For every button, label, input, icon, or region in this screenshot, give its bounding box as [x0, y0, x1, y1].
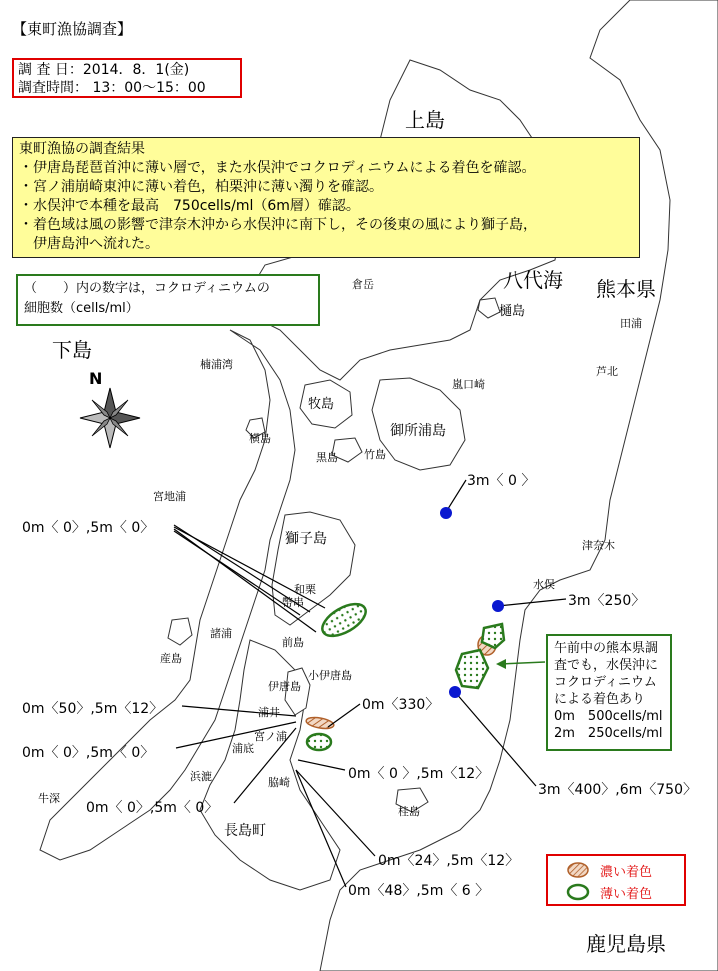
survey-time: 調査時間： 13：00～15：00	[18, 80, 206, 96]
kumamoto-note-line: 午前中の熊本県調	[554, 641, 659, 656]
light-patch	[482, 624, 504, 648]
kumamoto-note-line: 査でも，水俣沖に	[554, 658, 659, 673]
place-wakizaki: 脇崎	[268, 776, 290, 789]
obs-label: 0m〈 0〉,5m〈 0〉	[86, 800, 219, 816]
region-kagoshima: 鹿児島県	[586, 932, 666, 956]
region-yatsushiro-sea: 八代海	[503, 268, 563, 292]
legend-light-label: 薄い着色	[600, 887, 653, 902]
legend-swatches	[562, 858, 602, 906]
station-dot	[440, 507, 452, 519]
kumamoto-note-line: による着色あり	[554, 692, 646, 707]
results-line: ・宮ノ浦崩崎東沖に薄い着色，柏栗沖に薄い濁りを確認。	[19, 179, 383, 195]
kumamoto-survey-note	[546, 634, 672, 751]
place-hamano: 浜漉	[190, 770, 212, 783]
place-miyajiura: 宮地浦	[153, 490, 186, 503]
page-title: 【東町漁協調査】	[12, 20, 133, 38]
place-takeshima: 竹島	[364, 448, 386, 461]
region-kokarashima: 小伊唐島	[308, 669, 352, 682]
place-minamata: 水俣	[533, 578, 555, 591]
place-tsunagi: 津奈木	[582, 539, 615, 552]
place-tanoura: 田浦	[620, 317, 642, 330]
obs-label: 3m〈250〉	[568, 593, 646, 609]
place-kuroshima: 黒島	[316, 451, 338, 464]
legend-dark-label: 濃い着色	[600, 865, 653, 880]
region-shishijima: 獅子島	[285, 531, 327, 547]
place-ushibuka: 牛深	[38, 792, 60, 805]
kumamoto-note-line: 0m 500cells/ml	[554, 709, 663, 724]
legend-dark-swatch	[568, 863, 588, 877]
compass-rose	[80, 388, 140, 448]
region-goshoura: 御所浦島	[390, 423, 446, 439]
results-line: ・水俣沖で本種を最高 750cells/ml（6m層）確認。	[19, 198, 360, 214]
kumamoto-note-line: コクロディニウム	[554, 675, 657, 690]
legend-light-swatch	[568, 885, 588, 899]
results-line: ・着色域は風の影響で津奈木沖から水俣沖に南下し，その後東の風により獅子島，	[19, 217, 537, 233]
kumamoto-note-line: 2m 250cells/ml	[554, 726, 663, 741]
kumamoto-arrowhead	[496, 659, 506, 669]
region-maki: 牧島	[308, 397, 335, 412]
station-dot	[492, 600, 504, 612]
note-line: 細胞数（cells/ml）	[24, 301, 139, 316]
place-urasoko: 浦底	[232, 742, 254, 755]
obs-label: 3m〈 0 〉	[467, 473, 536, 489]
obs-label: 3m〈400〉,6m〈750〉	[538, 782, 697, 798]
place-kuradake: 倉岳	[352, 278, 374, 291]
region-kamishima: 上島	[405, 108, 445, 132]
cell-count-note	[16, 274, 320, 326]
obs-label: 0m〈 0 〉,5m〈12〉	[348, 766, 490, 782]
place-kurozaki: 嵐口崎	[452, 378, 485, 391]
light-patch	[307, 734, 331, 750]
results-box	[12, 137, 640, 258]
dark-patch	[305, 716, 334, 731]
note-line: （ ）内の数字は，コクロディニウムの	[24, 281, 270, 296]
place-katsurajima: 桂島	[398, 805, 420, 818]
obs-label: 0m〈24〉,5m〈12〉	[378, 853, 520, 869]
place-morouchi: 諸浦	[210, 627, 232, 640]
obs-label: 0m〈330〉	[362, 697, 440, 713]
station-dot	[449, 686, 461, 698]
place-maeshima: 前島	[282, 636, 304, 649]
place-yokoshima: 横島	[249, 432, 271, 445]
place-hinaura: 楠浦湾	[200, 358, 233, 371]
results-line: 伊唐島沖へ流れた。	[19, 236, 159, 252]
light-patch	[317, 598, 371, 643]
place-hi: 樋島	[499, 304, 526, 319]
place-ashikita: 芦北	[596, 365, 618, 378]
legend-box	[546, 854, 686, 906]
light-patch	[456, 650, 488, 688]
place-kataura: 浦井	[258, 706, 280, 719]
region-iraijima: 伊唐島	[268, 680, 301, 693]
region-nagashima: 長島町	[224, 823, 266, 839]
place-hokizaki: 幣串	[282, 596, 304, 609]
place-sanjima: 産島	[160, 652, 182, 665]
compass-north-label: N	[89, 369, 103, 388]
results-line: ・伊唐島琵琶首沖に薄い層で，また水俣沖でコクロディニウムによる着色を確認。	[19, 160, 536, 176]
survey-date: 調 査 日：2014．8．1(金)	[18, 62, 190, 78]
small-island	[168, 618, 192, 645]
survey-date-box	[12, 58, 242, 98]
small-island	[478, 298, 500, 318]
obs-label: 0m〈48〉,5m〈 6 〉	[348, 883, 490, 899]
results-heading: 東町漁協の調査結果	[19, 141, 145, 157]
region-kumamoto: 熊本県	[596, 277, 656, 301]
region-shimoshima: 下島	[52, 338, 92, 362]
obs-label: 0m〈 0〉,5m〈 0〉	[22, 520, 155, 536]
obs-label: 0m〈50〉,5m〈12〉	[22, 701, 164, 717]
place-miyanoura: 宮ノ浦	[254, 730, 287, 743]
place-kazuma: 和栗	[294, 583, 316, 596]
obs-label: 0m〈 0〉,5m〈 0〉	[22, 745, 155, 761]
